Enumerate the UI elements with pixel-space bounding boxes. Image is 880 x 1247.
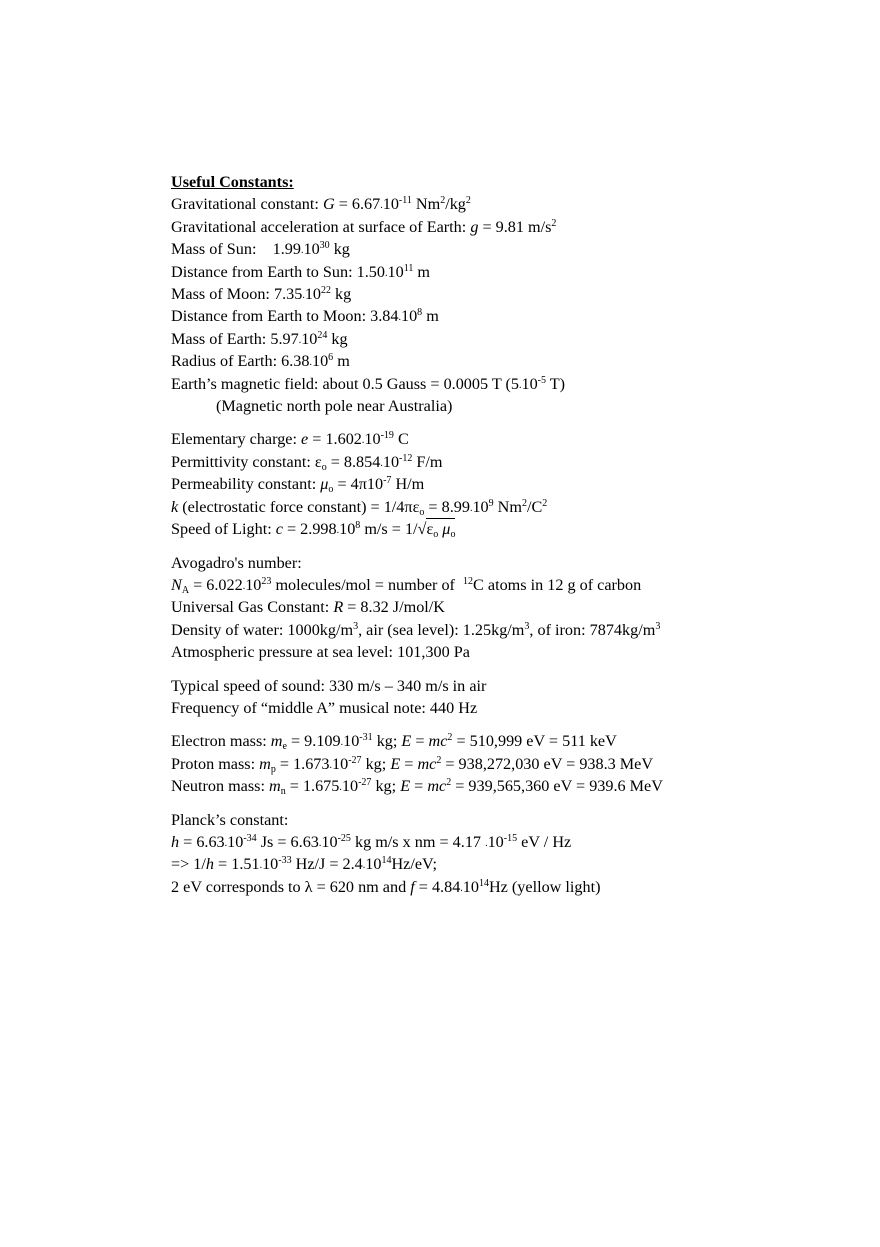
sheet-title: Useful Constants: [171,173,294,191]
gas-constant-line: Universal Gas Constant: R = 8.32 J/mol/K [171,598,445,617]
middle-a-line: Frequency of “middle A” musical note: 440 Hz [171,698,478,717]
permittivity-line: Permittivity constant: $\varepsilon_o = 8.854.10^{-12}$ F/m [171,452,443,473]
avogadro-label: Avogadro's number: [171,553,302,572]
neutron-mass-line: Neutron mass: $m_n = 1.675.10^{-27}$ kg; $E = mc^2 = 939,565,360$ eV = 939.6 MeV [171,777,663,798]
earth-mass-line: Mass of Earth: 5.97.10$^{24}$ kg [171,329,348,348]
sun-mass-line: Mass of Sun: 1.99.10$^{30}$ kg [171,240,350,259]
electron-mass-line: Electron mass: $m_e = 9.109.10^{-31}$ kg; $E = mc^2 = 510,999$ eV = 511 keV [171,732,617,753]
speed-of-light-line: Speed of Light: $c = 2.998.10^8$ $m/s = 1/√\varepsilon_o$ $\mu_o$ [171,520,456,541]
coulomb-constant-line: k (electrostatic force constant) = $1/4\pi\varepsilon_o = 8.99.10^9$ $Nm^2/C^2$ [171,497,548,518]
avogadro-line: $N_A = 6.022.10^{23}$ molecules/mol = number of $^{12}$C atoms in 12 g of carbon [171,575,642,596]
magnetic-pole-note: (Magnetic north pole near Australia) [216,397,453,416]
moon-mass-line: Mass of Moon: 7.35.10$^{22}$ kg [171,285,352,304]
gravitational-constant-line: Gravitational constant: $G = 6.67.10^{-11}$ $Nm^2/kg^2$ [171,195,471,214]
yellow-light-line: 2 eV corresponds to λ = 620 nm and $f = 4.84.10^{14}Hz$ (yellow light) [171,877,601,896]
earth-sun-distance-line: Distance from Earth to Sun: 1.50.10$^{11}$ m [171,262,430,281]
planck-label: Planck’s constant: [171,810,289,829]
constants-sheet [171,171,791,898]
proton-mass-line: Proton mass: $m_p = 1.673.10^{-27}$ kg; $E = mc^2 = 938,272,030$ eV = 938.3 MeV [171,754,654,775]
density-line: Density of water: $1000kg/m^3$, air (sea level): $1.25kg/m^3$, of iron: $7874kg/m^3$ [171,620,661,639]
planck-constant-line: $h = 6.63.10^{-34}$ $Js = 6.63.10^{-25}$ kg m/s x nm = 4.17 $.10^{-15}$ eV / Hz [171,832,572,851]
magnetic-field-line: Earth’s magnetic field: about 0.5 Gauss = 0.0005 T ($5.10^{-5}$ T) [171,374,566,393]
permeability-line: Permeability constant: $\mu_o = 4\pi 10^{-7}$ H/m [171,475,425,496]
planck-inverse-line: => $1/h = 1.51.10^{-33}$ $Hz/J = 2.4.10^{14}Hz/eV$; [171,855,438,874]
speed-of-sound-line: Typical speed of sound: 330 m/s – 340 m/s in air [171,676,487,695]
earth-moon-distance-line: Distance from Earth to Moon: 3.84.10$^8$ m [171,307,439,326]
earth-radius-line: Radius of Earth: 6.38.10$^6$ m [171,352,350,371]
atmospheric-pressure-line: Atmospheric pressure at sea level: 101,300 Pa [171,643,470,662]
gravitational-acceleration-line: Gravitational acceleration at surface of Earth: g = 9.81 $m/s^2$ [171,217,557,236]
square-root-radicand: $\varepsilon_o$ $\mu_o$ [426,520,456,541]
elementary-charge-line: Elementary charge: $e = 1.602.10^{-19}$ C [171,430,409,449]
